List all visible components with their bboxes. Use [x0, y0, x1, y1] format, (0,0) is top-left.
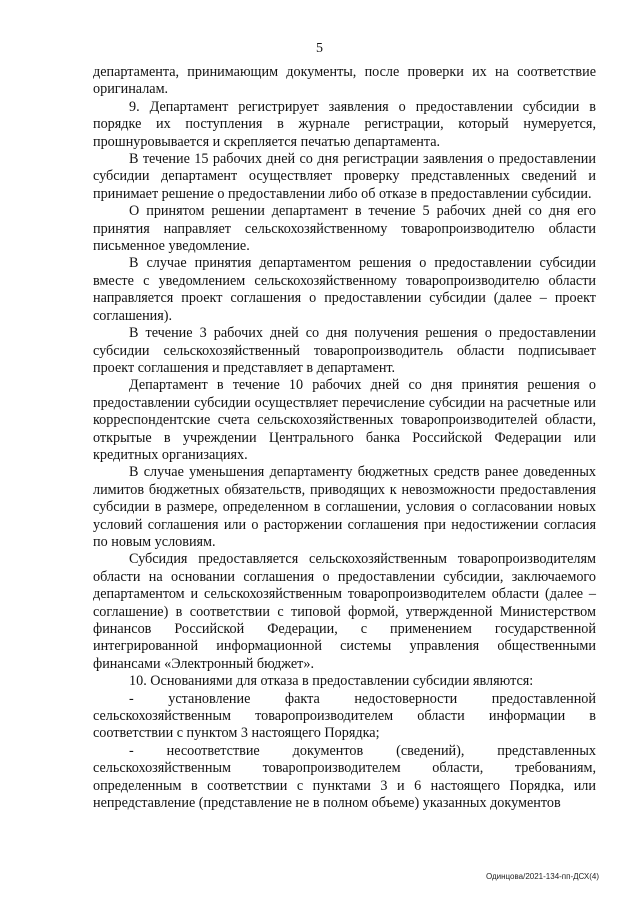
paragraph-item-10: 10. Основаниями для отказа в предоставлении субсидии являются: [129, 673, 534, 690]
list-item-noncompliance: - несоответствие документов (сведений), представленных сельскохозяйственным товаропроизводителем области, требованиям, определенным в соответствии с пунктами 3 и 6 настоящего Порядка, или непредставление (представление не в полном объеме) указанных документов [93, 742, 596, 812]
paragraph-transfer: Департамент в течение 10 рабочих дней со дня принятия решения о предоставлении субсидии осуществляет перечисление субсидии на расчетные или корреспондентские счета сельскохозяйственных товаропроизводителей области, открытые в учреждении Центрального банка Российской Федерации или кредитных организациях. [93, 377, 596, 463]
paragraph-review-period: В течение 15 рабочих дней со дня регистрации заявления о предоставлении субсидии департамент осуществляет проверку представленных сведений и принимает решение о предоставлении либо об отказе в предоставлении субсидии. [93, 151, 596, 202]
paragraph-agreement-basis: Субсидия предоставляется сельскохозяйственным товаропроизводителям области на основании соглашения о предоставлении субсидии, заключаемого департаментом и сельскохозяйственным товаропроизводителем области (далее – соглашение) в соответствии с типовой формой, утвержденной Министерством финансов Российской Федерации, с применением государственной интегрированной информационной системы управления общественными финансами «Электронный бюджет». [93, 551, 596, 672]
paragraph-draft-agreement: В случае принятия департаментом решения о предоставлении субсидии вместе с уведомлением сельскохозяйственному товаропроизводителю области направляется проект соглашения о предоставлении субсидии (далее – проект соглашения). [93, 255, 596, 324]
document-body [93, 64, 596, 812]
paragraph-signing: В течение 3 рабочих дней со дня получения решения о предоставлении субсидии сельскохозяйственный товаропроизводитель области подписывает проект соглашения и представляет в департамент. [93, 325, 596, 376]
page-number: 5 [316, 41, 323, 56]
paragraph-continuation: департамента, принимающим документы, после проверки их на соответствие оригиналам. [93, 64, 596, 98]
document-code: Одинцова/2021-134-пп-ДСХ(4) [485, 872, 599, 881]
paragraph-budget-reduction: В случае уменьшения департаменту бюджетных средств ранее доведенных лимитов бюджетных обязательств, приводящих к невозможности предоставления субсидии в размере, определенном в соглашении, условия о согласовании новых условий соглашения или о расторжении соглашения при недостижении согласия по новым условиям. [93, 464, 596, 550]
list-item-false-info: - установление факта недостоверности предоставленной сельскохозяйственным товаропроизводителем области информации в соответствии с пунктом 3 настоящего Порядка; [93, 690, 596, 742]
paragraph-item-9: 9. Департамент регистрирует заявления о предоставлении субсидии в порядке их поступления в журнале регистрации, который нумеруется, прошнуровывается и скрепляется печатью департамента. [93, 98, 596, 150]
paragraph-notification: О принятом решении департамент в течение 5 рабочих дней со дня его принятия направляет сельскохозяйственному товаропроизводителю области письменное уведомление. [93, 203, 596, 255]
